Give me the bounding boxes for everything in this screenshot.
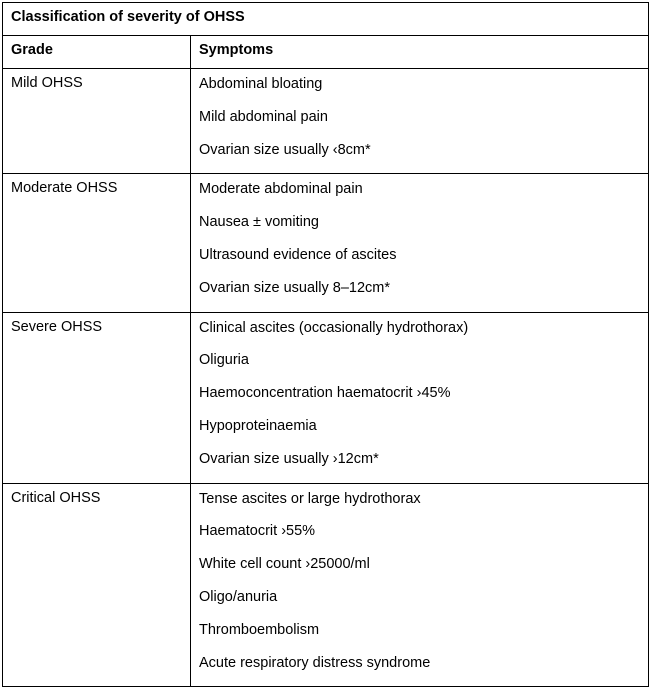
grade-cell: Moderate OHSS xyxy=(3,174,191,312)
symptoms-cell xyxy=(191,483,649,687)
symptom-item: Abdominal bloating xyxy=(199,76,323,92)
grade-cell: Critical OHSS xyxy=(3,483,191,687)
symptom-item: Hypoproteinaemia xyxy=(199,417,317,434)
symptom-item: Ovarian size usually ‹8cm* xyxy=(199,141,371,158)
symptom-item: Mild abdominal pain xyxy=(199,108,328,125)
symptom-item: Haemoconcentration haematocrit ›45% xyxy=(199,385,451,402)
table-row-mild xyxy=(3,69,649,174)
symptom-item: Ovarian size usually ›12cm* xyxy=(199,450,379,467)
symptom-item: Tense ascites or large hydrothorax xyxy=(199,490,421,507)
symptom-item: Haematocrit ›55% xyxy=(199,523,316,540)
symptom-item: Oliguria xyxy=(199,352,249,369)
table-header-row xyxy=(3,36,649,69)
symptom-item: Acute respiratory distress syndrome xyxy=(199,654,431,671)
table-row-moderate xyxy=(3,174,649,312)
table-title: Classification of severity of OHSS xyxy=(3,3,649,36)
grade-cell: Mild OHSS xyxy=(3,69,191,174)
column-header-symptoms: Symptoms xyxy=(191,36,649,69)
symptom-item: Thromboembolism xyxy=(199,621,320,638)
symptoms-cell xyxy=(191,312,649,483)
symptom-item: Clinical ascites (occasionally hydrothorax) xyxy=(199,319,469,336)
symptom-item: White cell count ›25000/ml xyxy=(199,556,370,573)
symptom-item: Nausea ± vomiting xyxy=(199,214,319,231)
ohss-severity-table xyxy=(2,2,649,687)
column-header-grade: Grade xyxy=(3,36,191,69)
symptoms-cell xyxy=(191,174,649,312)
symptom-item: Ovarian size usually 8–12cm* xyxy=(199,279,391,296)
symptoms-cell xyxy=(191,69,649,174)
table-row-critical xyxy=(3,483,649,687)
table-title-row xyxy=(3,3,649,36)
grade-cell: Severe OHSS xyxy=(3,312,191,483)
symptom-item: Ultrasound evidence of ascites xyxy=(199,246,397,263)
symptom-item: Moderate abdominal pain xyxy=(199,181,363,198)
symptom-item: Oligo/anuria xyxy=(199,588,278,605)
table-row-severe xyxy=(3,312,649,483)
